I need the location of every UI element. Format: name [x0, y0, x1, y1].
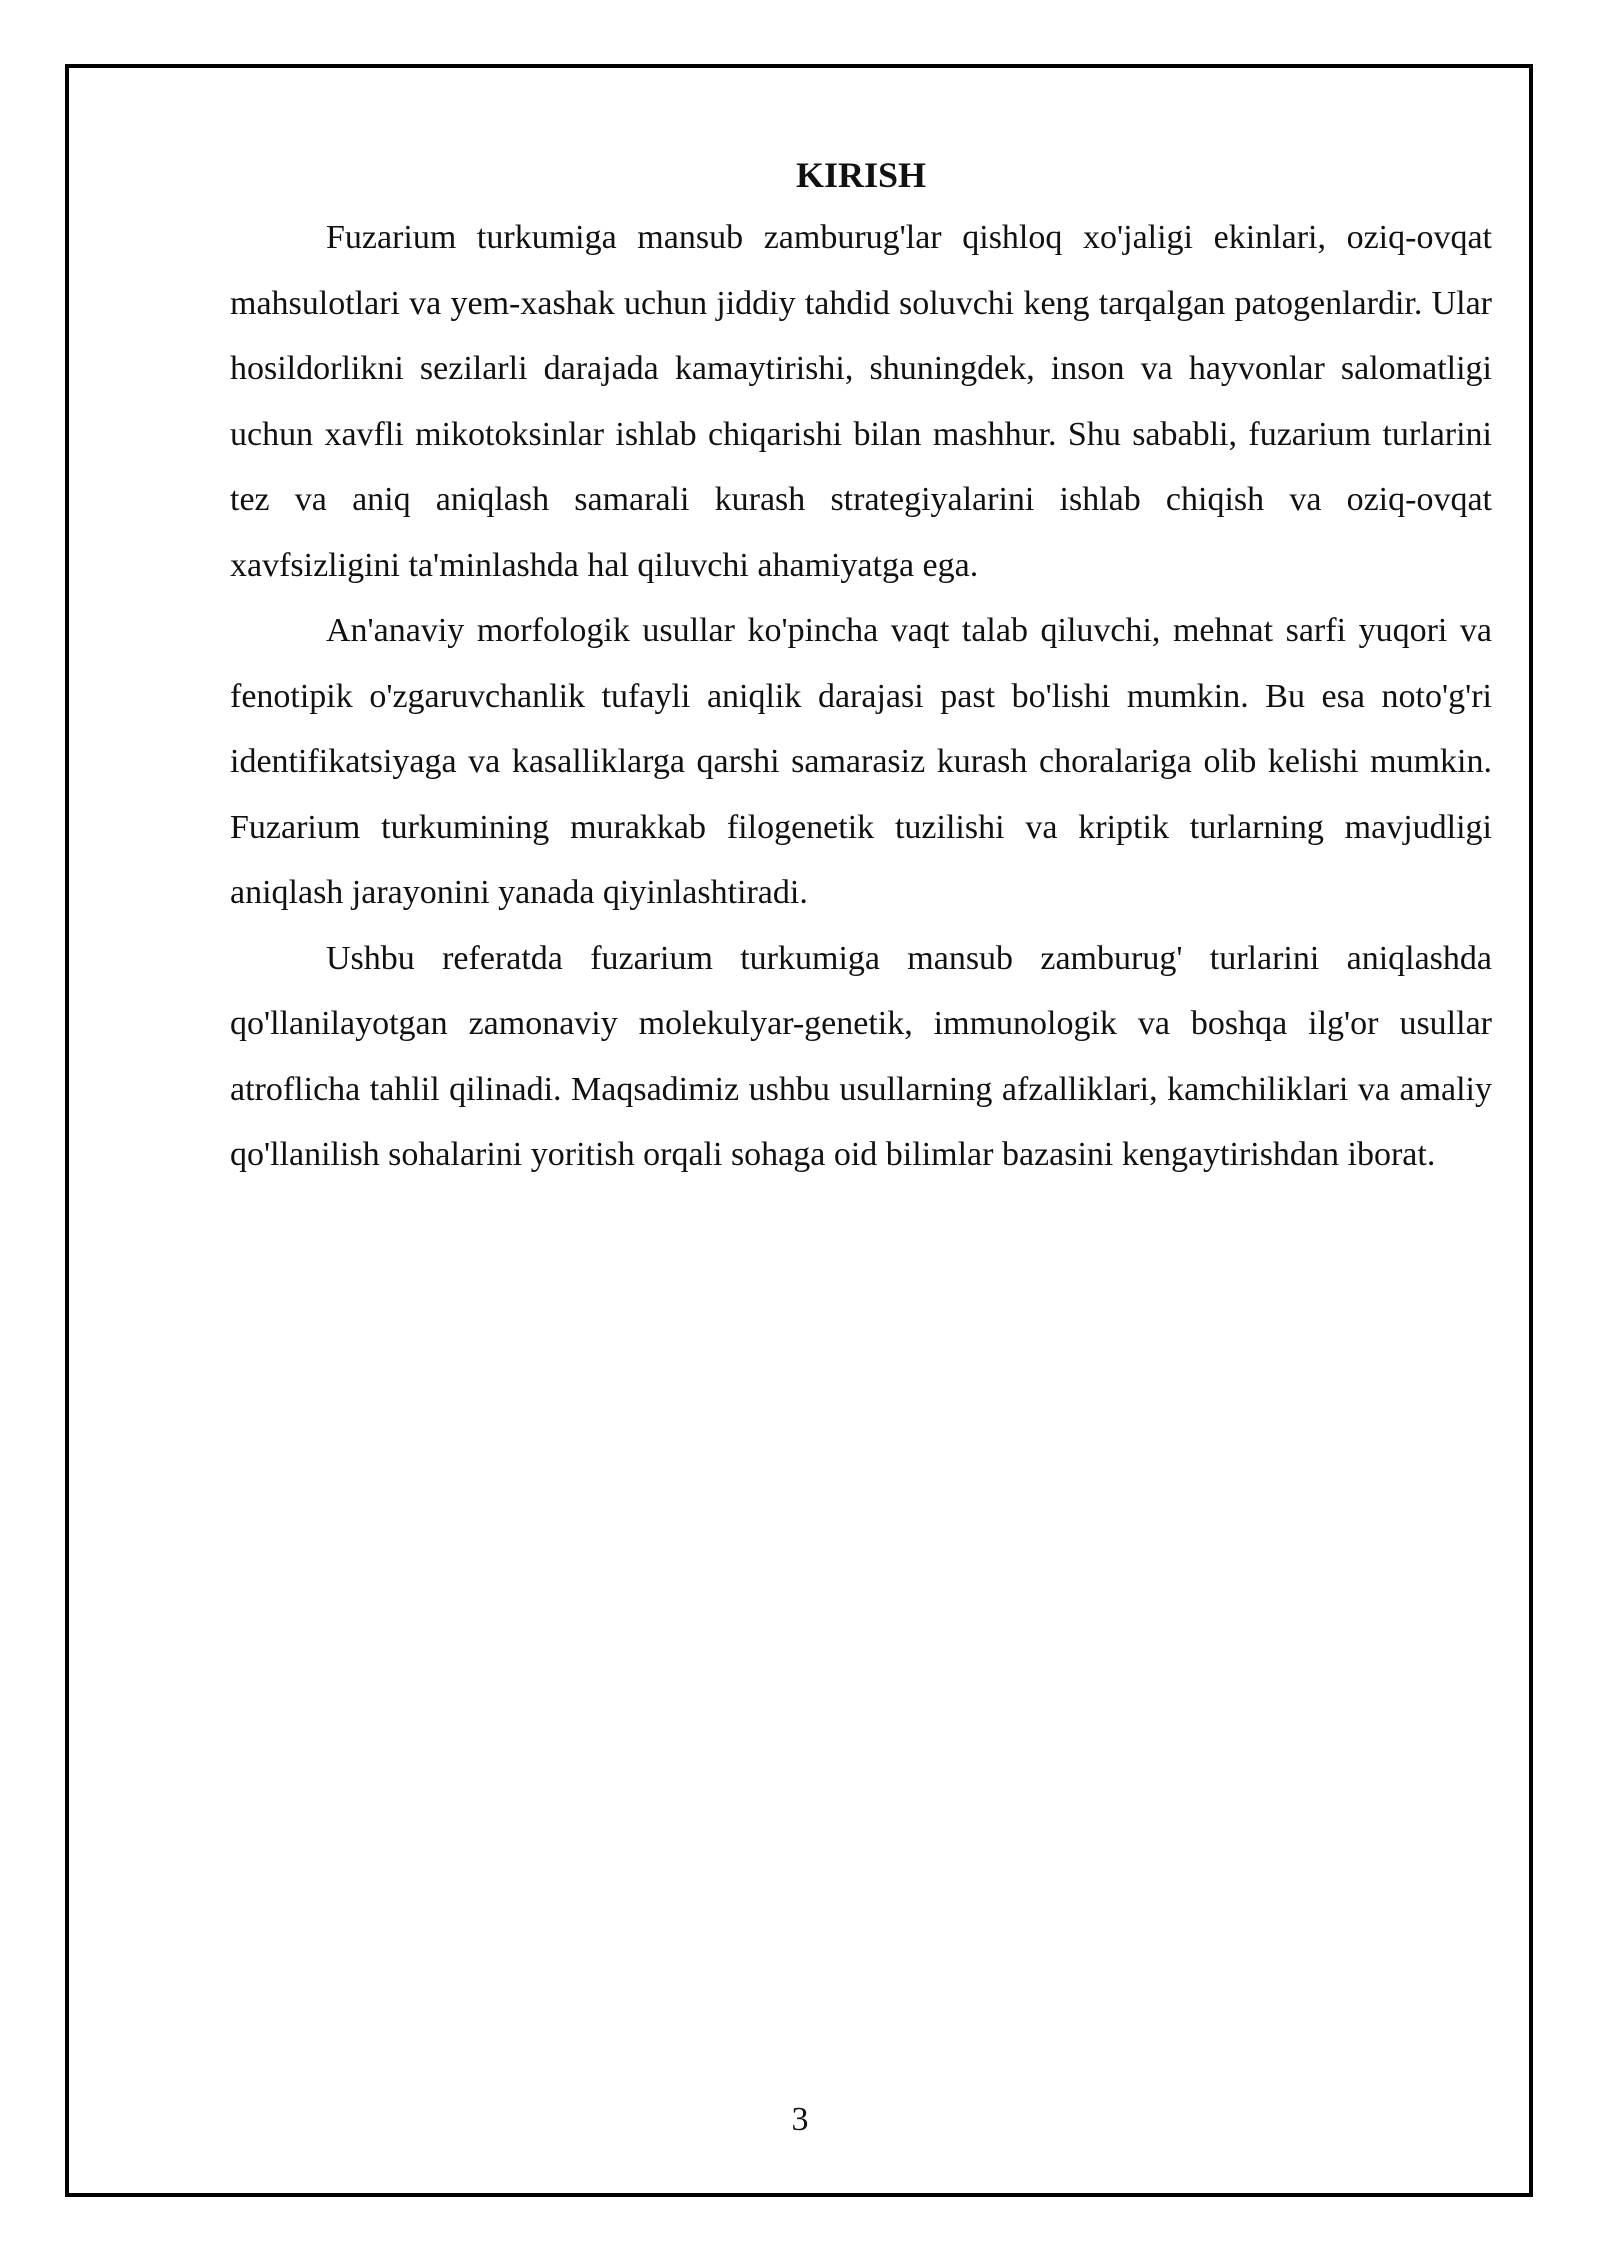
paragraph-3: Ushbu referatda fuzarium turkumiga mansub zamburug' turlarini aniqlashda qo'llanilayotgan zamonaviy molekulyar-genetik, immunologik va boshqa ilg'or usullar atroflicha tahlil qilinadi. Maqsadimiz ushbu usullarning afzalliklari, kamchiliklari va amaliy qo'llanilish sohalarini yoritish orqali sohaga oid bilimlar bazasini kengaytirishdan iborat. — [230, 939, 1492, 1173]
paragraph-2: An'anaviy morfologik usullar ko'pincha vaqt talab qiluvchi, mehnat sarfi yuqori va fenotipik o'zgaruvchanlik tufayli aniqlik darajasi past bo'lishi mumkin. Bu esa noto'g'ri identifikatsiyaga va kasalliklarga qarshi samarasiz kurash choralariga olib kelishi mumkin. Fuzarium turkumining murakkab filogenetik tuzilishi va kriptik turlarning mavjudligi aniqlash jarayonini yanada qiyinlashtiradi. — [230, 612, 1492, 911]
page-content — [230, 150, 1492, 1188]
paragraph-1: Fuzarium turkumiga mansub zamburug'lar qishloq xo'jaligi ekinlari, oziq-ovqat mahsulotlari va yem-xashak uchun jiddiy tahdid soluvchi keng tarqalgan patogenlardir. Ular hosildorlikni sezilarli darajada kamaytirishi, shuningdek, inson va hayvonlar salomatligi uchun xavfli mikotoksinlar ishlab chiqarishi bilan mashhur. Shu sababli, fuzarium turlarini tez va aniq aniqlash samarali kurash strategiyalarini ishlab chiqish va oziq-ovqat xavfsizligini ta'minlashda hal qiluvchi ahamiyatga ega. — [230, 219, 1492, 584]
section-title: KIRISH — [795, 155, 927, 195]
page-number: 3 — [791, 2101, 809, 2138]
